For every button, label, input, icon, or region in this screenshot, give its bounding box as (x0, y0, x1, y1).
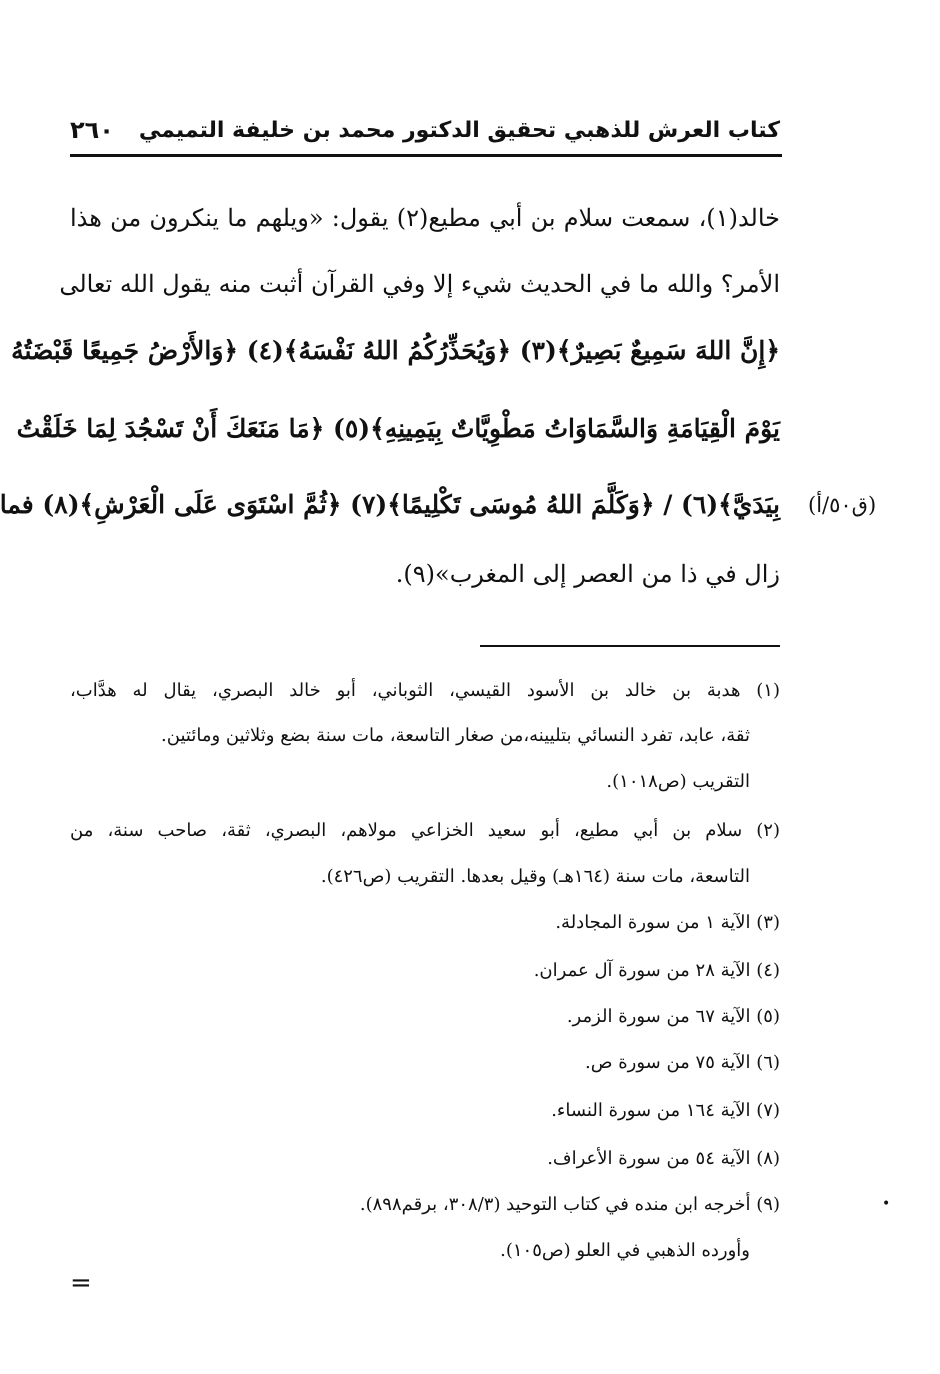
quran-verse-line: بِيَدَيَّ﴾(٦) / ﴿وَكَلَّمَ اللهُ مُوسَى تَكْلِيمًا﴾(٧) ﴿ثُمَّ اسْتَوَى عَلَى الْعَرْشِ﴾(٨) فما (0, 490, 780, 519)
quran-verse-line: ﴿إِنَّ اللهَ سَمِيعٌ بَصِيرٌ﴾(٣) ﴿وَيُحَذِّرُكُمُ اللهُ نَفْسَهُ﴾(٤) ﴿وَالأَرْضُ جَمِيعًا قَبْضَتُهُ (11, 336, 780, 365)
footnote-line: التاسعة، مات سنة (١٦٤هـ) وقيل بعدها. التقريب (ص٤٢٦). (320, 866, 750, 887)
footnote-line: (٤) الآية ٢٨ من سورة آل عمران. (533, 960, 780, 981)
page-number: ٢٦٠ (70, 116, 114, 144)
quran-verse-line: يَوْمَ الْقِيَامَةِ وَالسَّمَاوَاتُ مَطْوِيَّاتٌ بِيَمِينِهِ﴾(٥) ﴿مَا مَنَعَكَ أَنْ تَسْجُدَ لِمَا خَلَقْتُ (16, 414, 780, 443)
text-line: خالد(١)، سمعت سلام بن أبي مطيع(٢) يقول: «ويلهم ما ينكرون من هذا (70, 204, 780, 232)
footnote-line: (٢) سلام بن أبي مطيع، أبو سعيد الخزاعي مولاهم، البصري، ثقة، صاحب سنة، من (70, 820, 780, 841)
footnote-line: ثقة، عابد، تفرد النسائي بتليينه،من صغار التاسعة، مات سنة بضع وثلاثين ومائتين. (161, 725, 750, 746)
header-divider (70, 154, 782, 157)
footnote-line: التقريب (ص١٠١٨). (606, 771, 750, 792)
running-title: كتاب العرش للذهبي تحقيق الدكتور محمد بن خليفة التميمي (138, 118, 780, 143)
continuation-mark: = (70, 1268, 92, 1298)
footnote-line: (٥) الآية ٦٧ من سورة الزمر. (566, 1006, 780, 1027)
footnote-line: (١) هدبة بن خالد بن الأسود القيسي، الثوباني، أبو خالد البصري، يقال له هدَّاب، (70, 680, 780, 701)
footnote-line: (٨) الآية ٥٤ من سورة الأعراف. (547, 1148, 780, 1169)
text-line: زال في ذا من العصر إلى المغرب»(٩). (395, 560, 780, 588)
text-line: الأمر؟ والله ما في الحديث شيء إلا وفي القرآن أثبت منه يقول الله تعالى (59, 270, 780, 298)
footnote-line: (٧) الآية ١٦٤ من سورة النساء. (551, 1100, 780, 1121)
stray-dot-mark: • (882, 1196, 891, 1212)
footnote-line: (٩) أخرجه ابن منده في كتاب التوحيد (٣٠٨/٣، برقم٨٩٨). (359, 1194, 780, 1215)
footnote-line: (٣) الآية ١ من سورة المجادلة. (555, 912, 780, 933)
manuscript-folio-note: (ق٥٠/أ) (808, 493, 877, 517)
footnote-divider (480, 645, 780, 647)
footnote-line: وأورده الذهبي في العلو (ص١٠٥). (500, 1240, 750, 1261)
footnote-line: (٦) الآية ٧٥ من سورة ص. (585, 1052, 780, 1073)
